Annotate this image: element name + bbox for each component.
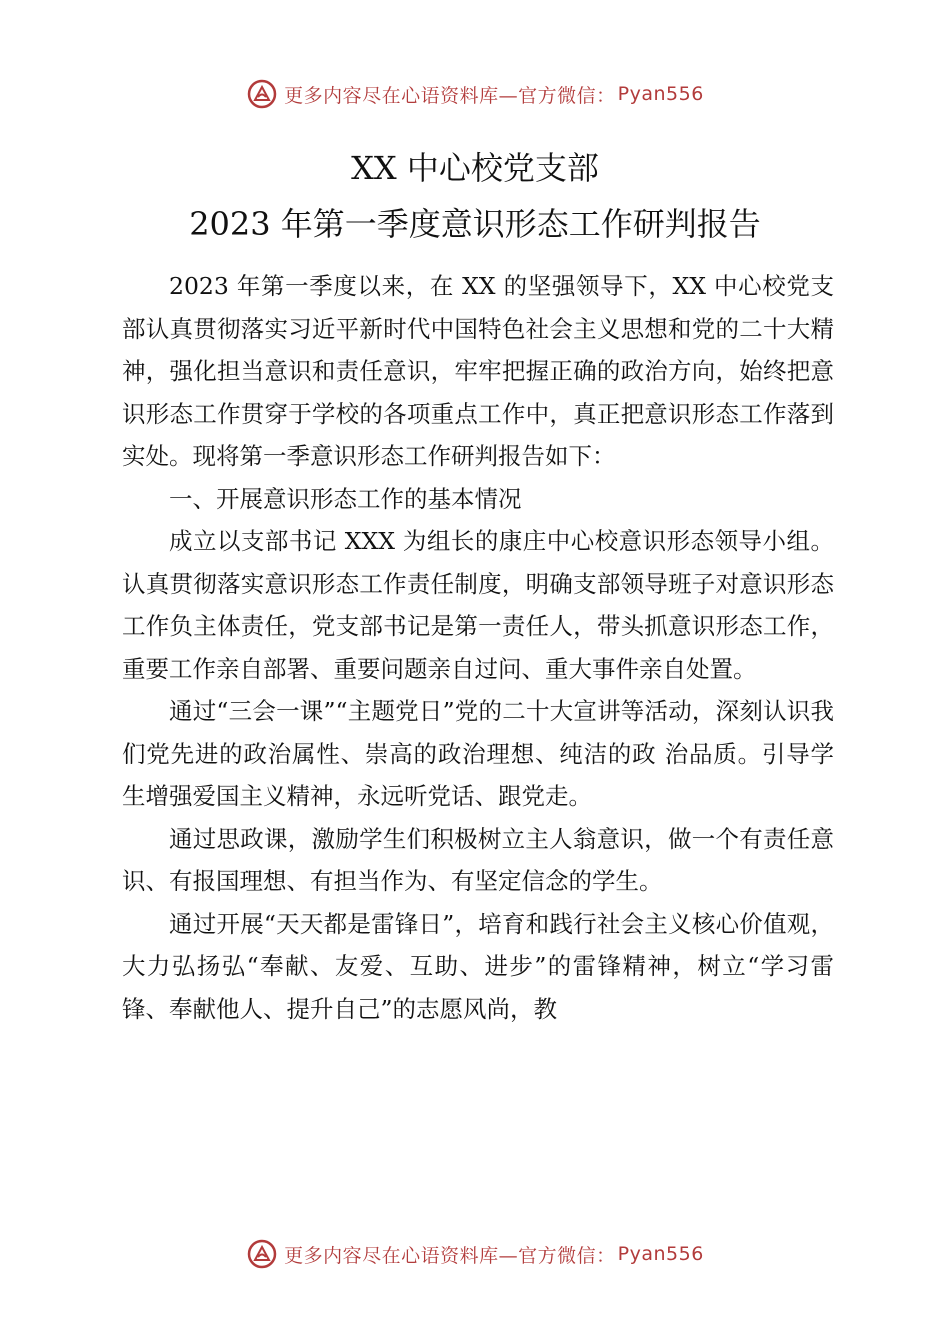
document-body [122,265,834,1030]
watermark-id: Pyan556 [617,83,704,105]
document-title-line2: 2023 年第一季度意识形态工作研判报告 [189,205,761,243]
watermark-id: Pyan556 [617,1243,704,1265]
header-watermark [0,74,950,114]
document-title-line1: XX 中心校党支部 [351,149,599,187]
watermark-text: 更多内容尽在心语资料库—官方微信： [284,84,616,107]
footer-watermark [0,1234,950,1274]
paragraph: 通过思政课，激励学生们积极树立主人翁意识，做一个有责任意识、有报国理想、有担当作为、有坚定信念的学生。 [122,824,834,895]
section-heading: 一、开展意识形态工作的基本情况 [169,484,522,513]
logo-icon [246,1238,278,1270]
watermark-text: 更多内容尽在心语资料库—官方微信： [284,1244,616,1267]
paragraph-intro: 2023 年第一季度以来，在 XX 的坚强领导下，XX 中心校党支部认真贯彻落实习近平新时代中国特色社会主义思想和党的二十大精神，强化担当意识和责任意识，牢牢把握正确的政治方向，始终把意识形态工作贯穿于学校的各项重点工作中，真正把意识形态工作落到实处。现将第一季意识形态工作研判报告如下： [122,272,834,470]
paragraph: 通过“三会一课”“主题党日”党的二十大宣讲等活动，深刻认识我们党先进的政治属性、崇高的政治理想、纯洁的政 治品质。引导学生增强爱国主义精神，永远听党话、跟党走。 [122,697,834,810]
paragraph: 通过开展“天天都是雷锋日”，培育和践行社会主义核心价值观，大力弘扬弘“奉献、友爱、互助、进步”的雷锋精神，树立“学习雷锋、奉献他人、提升自己”的志愿风尚，教 [122,909,834,1023]
logo-icon [246,78,278,110]
paragraph: 成立以支部书记 XXX 为组长的康庄中心校意识形态领导小组。认真贯彻落实意识形态工作责任制度，明确支部领导班子对意识形态工作负主体责任，党支部书记是第一责任人，带头抓意识形态工作，重要工作亲自部署、重要问题亲自过问、重大事件亲自处置。 [122,527,834,683]
